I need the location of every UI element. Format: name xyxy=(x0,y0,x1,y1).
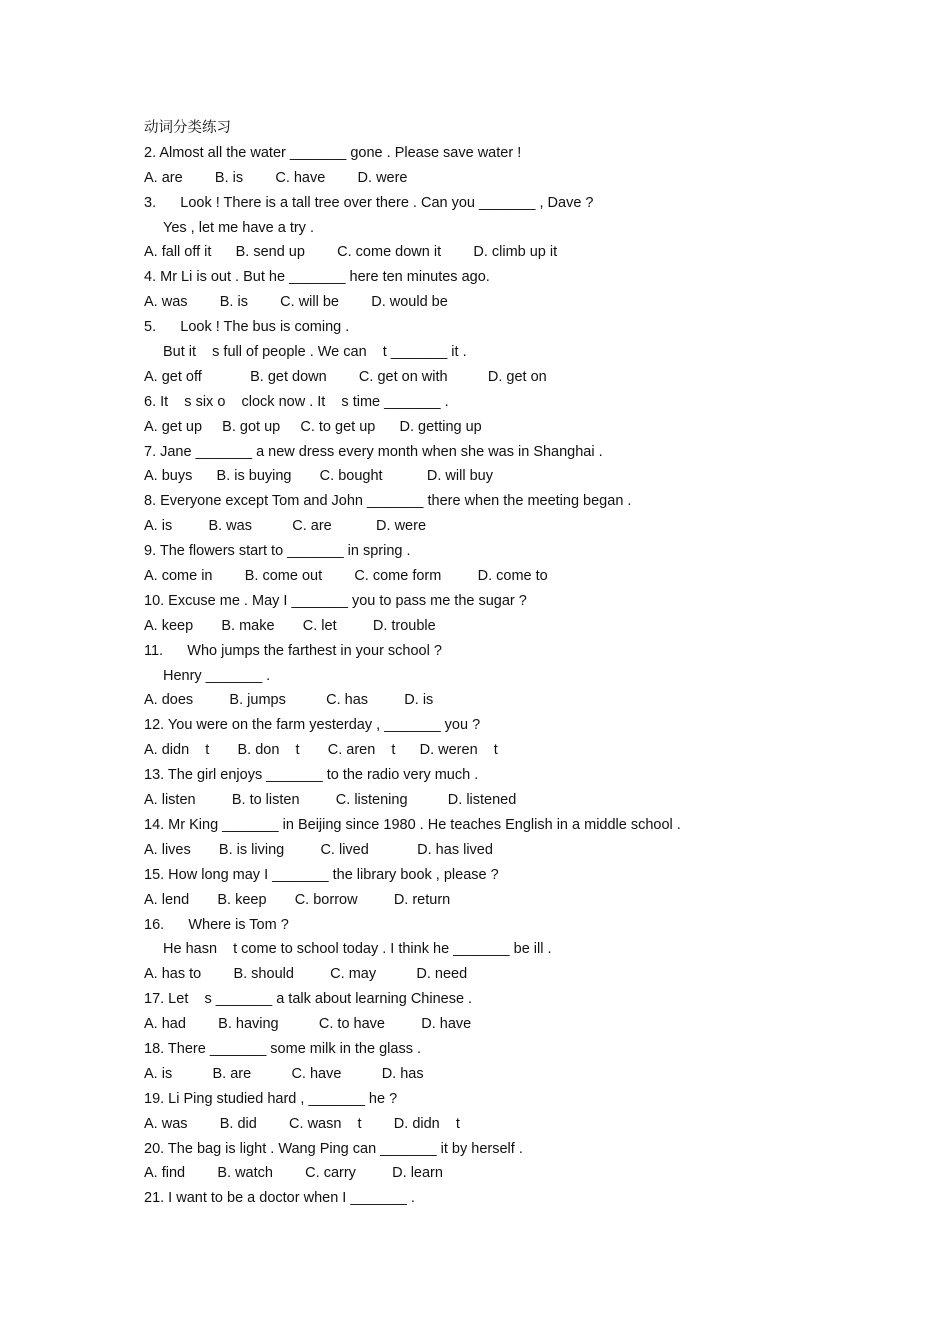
question-line: 13. The girl enjoys _______ to the radio very much . xyxy=(144,767,479,784)
exercise-content xyxy=(144,116,784,1211)
question-line: 14. Mr King _______ in Beijing since 1980 . He teaches English in a middle school . xyxy=(144,816,681,833)
question-line: 20. The bag is light . Wang Ping can _______ it by herself . xyxy=(144,1140,523,1157)
question-line: 3. Look ! There is a tall tree over there . Can you _______ , Dave ? xyxy=(144,194,594,211)
question-line: Yes , let me have a try . xyxy=(163,219,314,236)
question-line: 5. Look ! The bus is coming . xyxy=(144,319,350,336)
answer-options-line: A. was B. is C. will be D. would be xyxy=(144,294,448,311)
answer-options-line: A. get off B. get down C. get on with D. get on xyxy=(144,368,547,385)
question-line: 18. There _______ some milk in the glass . xyxy=(144,1040,422,1057)
answer-options-line: A. didn t B. don t C. aren t D. weren t xyxy=(144,742,498,759)
answer-options-line: A. keep B. make C. let D. trouble xyxy=(144,617,436,634)
question-line: 12. You were on the farm yesterday , _______ you ? xyxy=(144,717,481,734)
question-line: 6. It s six o clock now . It s time _______ . xyxy=(144,393,449,410)
answer-options-line: A. get up B. got up C. to get up D. getting up xyxy=(144,418,482,435)
answer-options-line: A. lend B. keep C. borrow D. return xyxy=(144,891,451,908)
question-line: 19. Li Ping studied hard , _______ he ? xyxy=(144,1090,398,1107)
question-line: But it s full of people . We can t _______ it . xyxy=(163,344,467,361)
answer-options-line: A. listen B. to listen C. listening D. listened xyxy=(144,792,517,809)
question-line: He hasn t come to school today . I think he _______ be ill . xyxy=(163,941,552,958)
answer-options-line: A. was B. did C. wasn t D. didn t xyxy=(144,1115,460,1132)
question-line: 9. The flowers start to _______ in spring . xyxy=(144,543,411,560)
answer-options-line: A. is B. are C. have D. has xyxy=(144,1065,424,1082)
question-line: Henry _______ . xyxy=(163,667,271,684)
question-line: 21. I want to be a doctor when I _______ . xyxy=(144,1190,415,1207)
question-line: 15. How long may I _______ the library book , please ? xyxy=(144,866,499,883)
question-line: 2. Almost all the water _______ gone . Please save water ! xyxy=(144,144,522,161)
question-line: 7. Jane _______ a new dress every month when she was in Shanghai . xyxy=(144,443,603,460)
question-line: 11. Who jumps the farthest in your school ? xyxy=(144,642,442,659)
answer-options-line: A. find B. watch C. carry D. learn xyxy=(144,1165,443,1182)
answer-options-line: A. come in B. come out C. come form D. come to xyxy=(144,568,548,585)
answer-options-line: A. lives B. is living C. lived D. has lived xyxy=(144,841,493,858)
question-line: 16. Where is Tom ? xyxy=(144,916,289,933)
question-line: 8. Everyone except Tom and John _______ there when the meeting began . xyxy=(144,493,632,510)
answer-options-line: A. is B. was C. are D. were xyxy=(144,518,427,535)
answer-options-line: A. does B. jumps C. has D. is xyxy=(144,692,434,709)
question-line: 10. Excuse me . May I _______ you to pass me the sugar ? xyxy=(144,592,527,609)
question-list xyxy=(144,141,784,1211)
answer-options-line: A. are B. is C. have D. were xyxy=(144,169,408,186)
question-line: 4. Mr Li is out . But he _______ here ten minutes ago. xyxy=(144,269,490,286)
answer-options-line: A. had B. having C. to have D. have xyxy=(144,1016,472,1033)
question-line: 17. Let s _______ a talk about learning Chinese . xyxy=(144,991,473,1008)
document-title: 动词分类练习 xyxy=(144,120,231,136)
answer-options-line: A. fall off it B. send up C. come down it D. climb up it xyxy=(144,244,558,261)
answer-options-line: A. has to B. should C. may D. need xyxy=(144,966,468,983)
answer-options-line: A. buys B. is buying C. bought D. will buy xyxy=(144,468,493,485)
